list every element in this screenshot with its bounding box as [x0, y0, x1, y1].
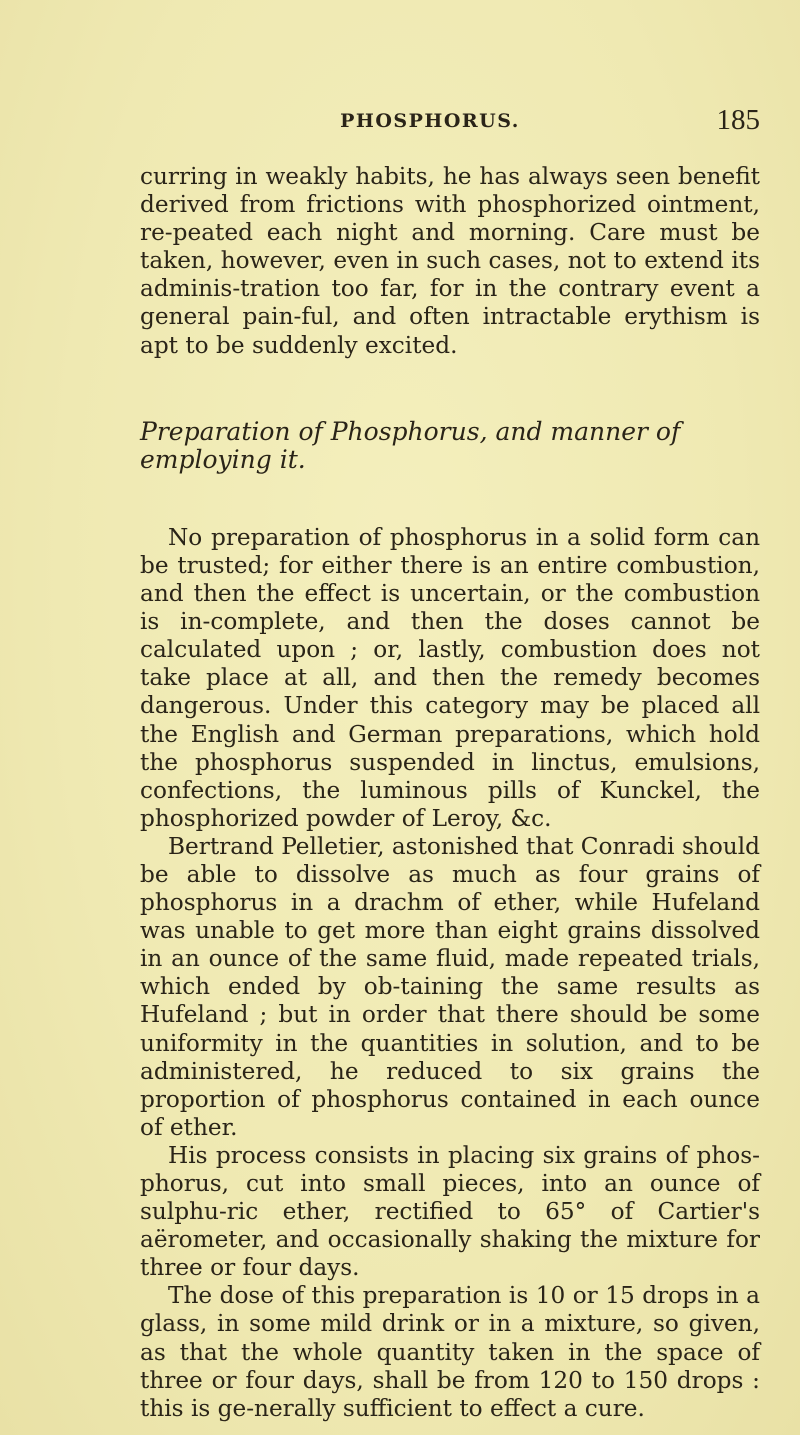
- body-text: [140, 163, 760, 1423]
- paragraph: The dose of this preparation is 10 or 15 drops in a glass, in some mild drink or in a mixture, so given, as that the whole quantity taken in the space of three or four days, shall be from 120 to 150 drops : this is ge-nerally sufficient to effect a cure.: [140, 1282, 760, 1422]
- page-number: 185: [716, 104, 760, 136]
- paragraph: His process consists in placing six grains of phos-phorus, cut into small pieces, into an ounce of sulphu-ric ether, rectified to 65° of Cartier's aërometer, and occasionally shaking the mixture for three or four days.: [140, 1141, 760, 1282]
- paragraph: Bertrand Pelletier, astonished that Conradi should be able to dissolve as much as four grains of phosphorus in a drachm of ether, while Hufeland was unable to get more than eight grains dissolved in an ounce of the same fluid, made repeated trials, which ended by ob-taining the same results as Hufeland ; but in order that there should be some uniformity in the quantities in solution, and to be administered, he reduced to six grains the proportion of phosphorus contained in each ounce of ether.: [140, 832, 760, 1141]
- paragraph: No preparation of phosphorus in a solid form can be trusted; for either there is an entire combustion, and then the effect is uncertain, or the combustion is in-complete, and then the doses cannot be calculated upon ; or, lastly, combustion does not take place at all, and then the remedy becomes dangerous. Under this category may be placed all the English and German preparations, which hold the phosphorus suspended in linctus, emulsions, confections, the luminous pills of Kunckel, the phosphorized powder of Leroy, &c.: [140, 523, 760, 832]
- page-header: [100, 104, 760, 144]
- paragraph-continued: curring in weakly habits, he has always seen benefit derived from frictions with phosphorized ointment, re-peated each night and morning. Care must be taken, however, even in such cases, not to extend its adminis-tration too far, for in the contrary event a general pain-ful, and often intractable erythism is apt to be suddenly excited.: [140, 163, 760, 359]
- section-heading: Preparation of Phosphorus, and manner of employing it.: [140, 416, 681, 474]
- running-head: PHOSPHORUS.: [340, 110, 520, 132]
